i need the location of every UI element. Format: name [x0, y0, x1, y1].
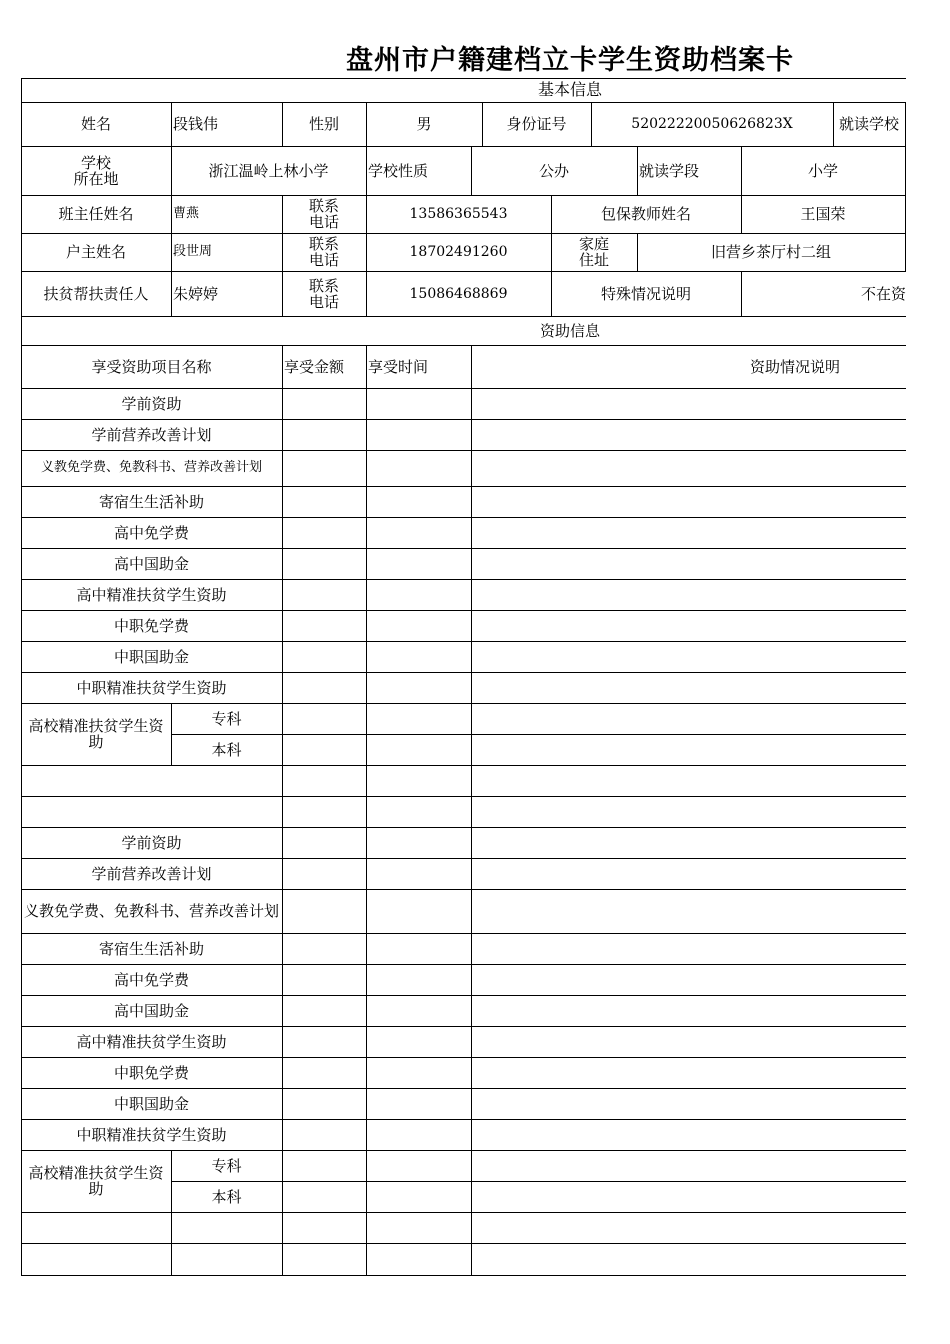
aid-item-b8: 中职免学费: [113, 1063, 189, 1082]
phone-label-line2: 电话: [308, 251, 339, 269]
aid-item-b3: 义教免学费、免教科书、营养改善计划: [23, 902, 279, 920]
householder-phone-value: 18702491260: [409, 244, 508, 260]
householder-phone-label: [282, 233, 366, 271]
aid-item-b2: 学前营养改善计划: [91, 864, 212, 883]
special-value: 不在资: [860, 284, 906, 303]
school-label: 就读学校: [838, 115, 899, 133]
address-label: [551, 233, 637, 271]
aid-item-b6: 高中国助金: [113, 1001, 189, 1020]
helper-label: 扶贫帮扶责任人: [43, 284, 149, 303]
aid-item-a3: 义教免学费、免教科书、营养改善计划: [40, 460, 262, 475]
helper-value: 朱婷婷: [173, 284, 219, 303]
aid-item-a4: 寄宿生生活补助: [98, 492, 204, 511]
col-amount-header: 享受金额: [284, 357, 345, 376]
address-label-line2: 住址: [578, 251, 609, 269]
school-type-value: 公办: [538, 161, 569, 180]
guarantee-teacher-value: 王国荣: [800, 205, 846, 223]
phone-label-line2: 电话: [308, 292, 339, 311]
helper-phone-label: [282, 271, 366, 316]
id-value: 52022220050626823X: [631, 116, 793, 132]
teacher-value: 曹燕: [173, 206, 200, 221]
basic-info-header: 基本信息: [537, 80, 602, 99]
aid-info-header: 资助信息: [539, 321, 600, 340]
aid-item-a6: 高中国助金: [113, 554, 189, 573]
aid-item-a8: 中职免学费: [113, 616, 189, 635]
aid-item-a9: 中职国助金: [113, 647, 189, 666]
address-label-line1: 家庭: [578, 235, 609, 253]
aid-item-b10: 中职精准扶贫学生资助: [76, 1125, 227, 1144]
gender-value: 男: [416, 115, 432, 133]
school-location-label-line2: 所在地: [73, 169, 119, 188]
teacher-phone-value: 13586365543: [409, 206, 508, 222]
name-value: 段钱伟: [173, 115, 219, 133]
aid-item-a10: 中职精准扶贫学生资助: [76, 678, 227, 697]
stage-value: 小学: [807, 161, 838, 180]
aid-item-b9: 中职国助金: [113, 1094, 189, 1113]
school-type-label: 学校性质: [368, 161, 429, 180]
aid-item-b5: 高中免学费: [113, 970, 189, 989]
gender-label: 性别: [308, 115, 339, 133]
college-sub-b2: 本科: [211, 1187, 242, 1206]
helper-phone-value: 15086468869: [409, 285, 508, 302]
page-title: 盘州市户籍建档立卡学生资助档案卡: [346, 45, 794, 76]
archive-card-table: [21, 78, 906, 1276]
college-sub-b1: 专科: [211, 1156, 242, 1175]
aid-item-a2: 学前营养改善计划: [91, 425, 212, 444]
college-sub-a1: 专科: [211, 709, 242, 728]
aid-item-b4: 寄宿生生活补助: [98, 939, 204, 958]
col-desc-header: 资助情况说明: [749, 357, 840, 376]
college-sub-a2: 本科: [211, 740, 242, 759]
phone-label-line1: 联系: [308, 235, 339, 253]
special-label: 特殊情况说明: [600, 284, 691, 303]
aid-item-a5: 高中免学费: [113, 523, 189, 542]
teacher-phone-label: [282, 195, 366, 233]
householder-label: 户主姓名: [65, 243, 126, 261]
phone-label-line1: 联系: [308, 276, 339, 295]
college-aid-label-b: 高校精准扶贫学生资助: [28, 1164, 164, 1198]
college-aid-label-a: 高校精准扶贫学生资助: [28, 717, 164, 751]
school-location-label: [21, 146, 171, 195]
name-label: 姓名: [80, 115, 111, 133]
phone-label-line1: 联系: [308, 197, 339, 215]
phone-label-line2: 电话: [308, 213, 339, 231]
guarantee-teacher-label: 包保教师姓名: [600, 205, 691, 223]
stage-label: 就读学段: [639, 161, 700, 180]
householder-value: 段世周: [173, 244, 213, 259]
aid-item-a1: 学前资助: [121, 394, 182, 413]
col-time-header: 享受时间: [368, 357, 429, 376]
col-item-header: 享受资助项目名称: [91, 357, 212, 376]
aid-item-b1: 学前资助: [121, 833, 182, 852]
aid-item-b7: 高中精准扶贫学生资助: [76, 1032, 227, 1051]
teacher-label: 班主任姓名: [58, 205, 134, 223]
school-location-value: 浙江温岭上林小学: [208, 161, 329, 180]
school-location-label-line1: 学校: [80, 153, 111, 172]
id-label: 身份证号: [506, 115, 567, 133]
address-value: 旧营乡茶厅村二组: [710, 243, 831, 261]
aid-item-a7: 高中精准扶贫学生资助: [76, 585, 227, 604]
